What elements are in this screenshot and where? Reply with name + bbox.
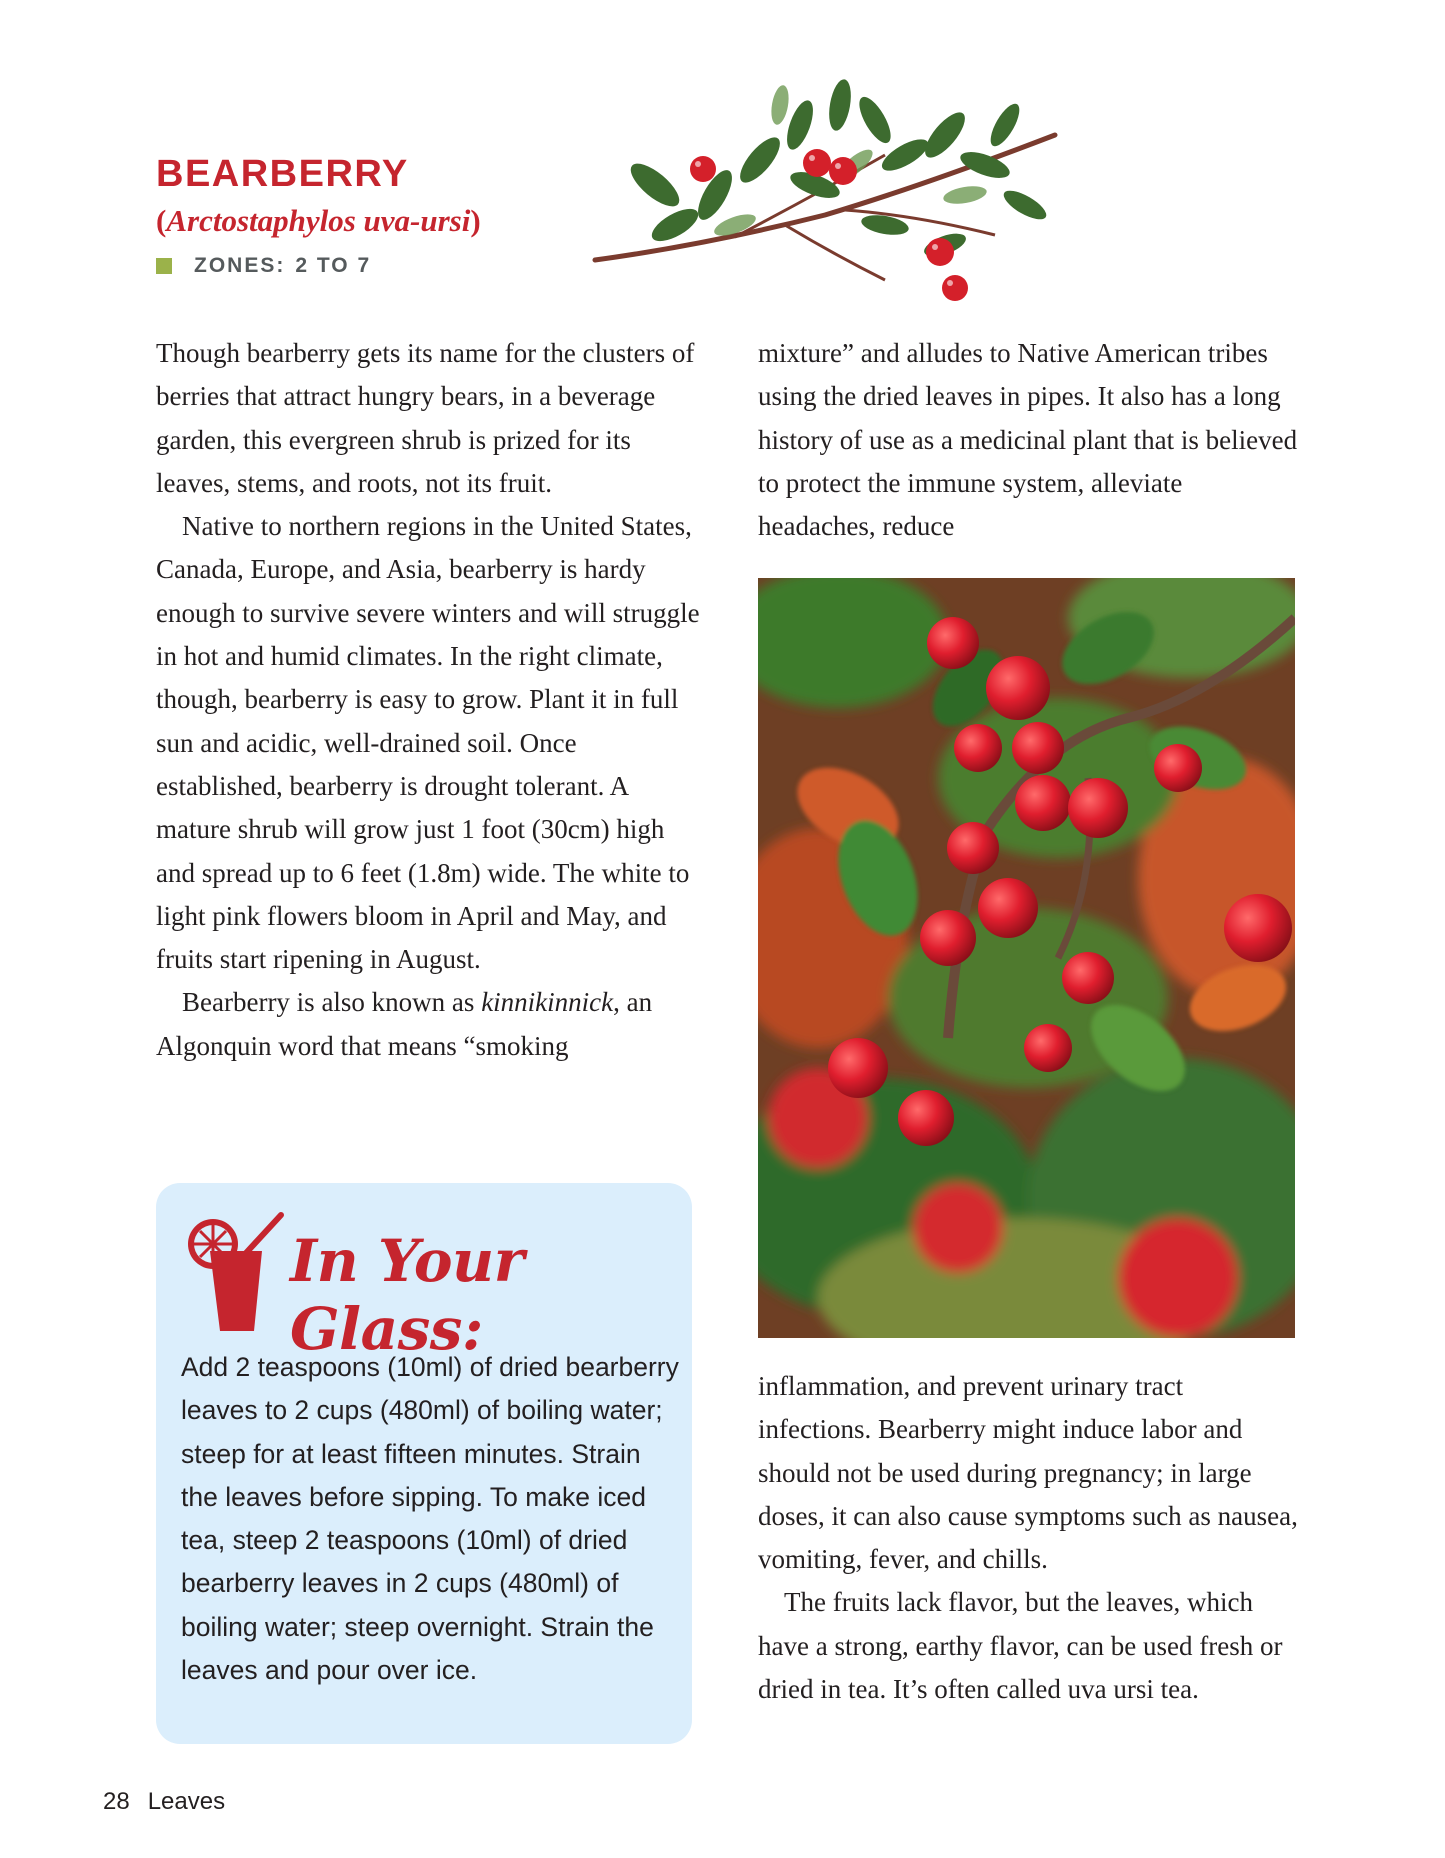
body-paragraph: inflammation, and prevent urinary tract infections. Bearberry might induce labor and should not be used during pregnancy; in large doses, it can also cause symptoms such as nausea, vomiting, fever, and chills.: [758, 1371, 1298, 1575]
plant-title: BEARBERRY: [156, 153, 409, 195]
body-text-run: Bearberry is also known as: [182, 987, 482, 1018]
bearberry-sprig-illustration: [585, 65, 1075, 320]
body-text-run: , an Algonquin word that means “smoking: [156, 987, 653, 1061]
sidebar-paragraph: Add 2 teaspoons (10ml) of dried bearberry leaves to 2 cups (480ml) of boiling water; steep for at least fifteen minutes. Strain the leaves before sipping. To make iced tea, steep 2 teaspoons (10ml) of dried bearberry leaves in 2 cups (480ml) of boiling water; steep overnight. Strain the leaves and pour over ice.: [181, 1352, 679, 1686]
sidebar-title: In Your Glass:: [290, 1227, 524, 1363]
bearberry-photo-image: [758, 578, 1295, 1338]
page-footer: [103, 1788, 225, 1816]
drink-glass-icon: [186, 1211, 286, 1335]
latin-paren-close: ): [470, 203, 481, 238]
body-text-italic: kinnikinnick: [481, 987, 614, 1018]
zones-value: 2 TO 7: [295, 254, 372, 277]
body-column-right-bottom: [758, 1365, 1303, 1711]
sidebar-text: [181, 1346, 681, 1692]
zones-label: ZONES:: [194, 254, 286, 277]
in-your-glass-sidebar: [156, 1183, 692, 1744]
section-name: Leaves: [147, 1788, 226, 1815]
page-number: 28: [103, 1788, 130, 1815]
body-column-right-top: [758, 332, 1303, 548]
latin-paren-open: (: [156, 203, 167, 238]
body-paragraph: Native to northern regions in the United States, Canada, Europe, and Asia, bearberry is hardy enough to survive severe winters and will struggle in hot and humid climates. In the right climate, though, bearberry is easy to grow. Plant it in full sun and acidic, well-drained soil. Once established, bearberry is drought tolerant. A mature shrub will grow just 1 foot (30cm) high and spread up to 6 feet (1.8m) wide. The white to light pink flowers bloom in April and May, and fruits start ripening in August.: [156, 511, 700, 975]
body-paragraph: Though bearberry gets its name for the clusters of berries that attract hungry bears, in a beverage garden, this evergreen shrub is prized for its leaves, stems, and roots, not its fruit.: [156, 338, 695, 498]
body-paragraph: The fruits lack flavor, but the leaves, which have a strong, earthy flavor, can be used fresh or dried in tea. It’s often called uva ursi tea.: [758, 1587, 1283, 1705]
latin-name: [156, 203, 481, 239]
latin-name-text: Arctostaphylos uva-ursi: [166, 203, 471, 238]
body-column-left: [156, 332, 701, 1068]
body-paragraph: mixture” and alludes to Native American tribes using the dried leaves in pipes. It also has a long history of use as a medicinal plant that is believed to protect the immune system, alleviate headaches, reduce: [758, 338, 1298, 542]
zone-bullet-square: [156, 258, 172, 274]
body-paragraph: [156, 981, 701, 1068]
zones-line: [156, 254, 371, 278]
bearberry-photo: [758, 578, 1295, 1338]
